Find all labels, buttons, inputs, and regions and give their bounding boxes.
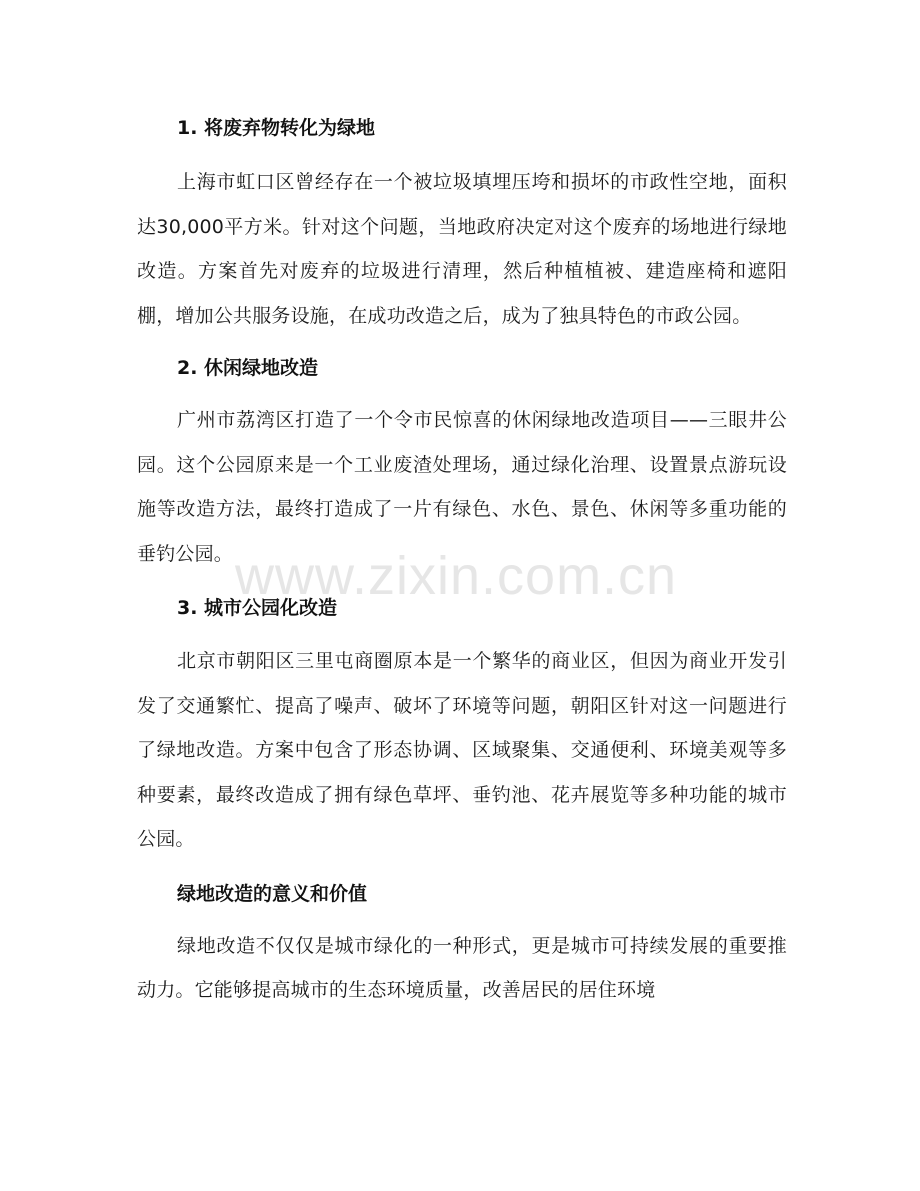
section-paragraph-2: 广州市荔湾区打造了一个令市民惊喜的休闲绿地改造项目——三眼井公园。这个公园原来是一个工业废渣处理场，通过绿化治理、设置景点游玩设施等改造方法，最终打造成了一片有绿色、水色、景色、休闲等多重功能的垂钓公园。	[137, 409, 787, 565]
section-heading-3: 3. 城市公园化改造	[177, 597, 338, 619]
section-paragraph-3: 北京市朝阳区三里屯商圈原本是一个繁华的商业区，但因为商业开发引发了交通繁忙、提高了噪声、破坏了环境等问题，朝阳区针对这一问题进行了绿地改造。方案中包含了形态协调、区域聚集、交通便利、环境美观等多种要素，最终改造成了拥有绿色草坪、垂钓池、花卉展览等多种功能的城市公园。	[137, 650, 787, 850]
section-paragraph-significance: 绿地改造不仅仅是城市绿化的一种形式，更是城市可持续发展的重要推动力。它能够提高城市的生态环境质量，改善居民的居住环境	[137, 934, 787, 1001]
section-heading-2: 2. 休闲绿地改造	[177, 357, 319, 379]
document-body	[137, 108, 787, 1013]
watermark: www.zixin.com.cn	[235, 546, 678, 606]
section-paragraph-1: 上海市虹口区曾经存在一个被垃圾填埋压垮和损坏的市政性空地，面积达30,000平方米。针对这个问题，当地政府决定对这个废弃的场地进行绿地改造。方案首先对废弃的垃圾进行清理，然后种植植被、建造座椅和遮阳棚，增加公共服务设施，在成功改造之后，成为了独具特色的市政公园。	[137, 171, 787, 327]
section-heading-significance: 绿地改造的意义和价值	[177, 882, 368, 905]
section-heading-1: 1. 将废弃物转化为绿地	[177, 117, 376, 139]
